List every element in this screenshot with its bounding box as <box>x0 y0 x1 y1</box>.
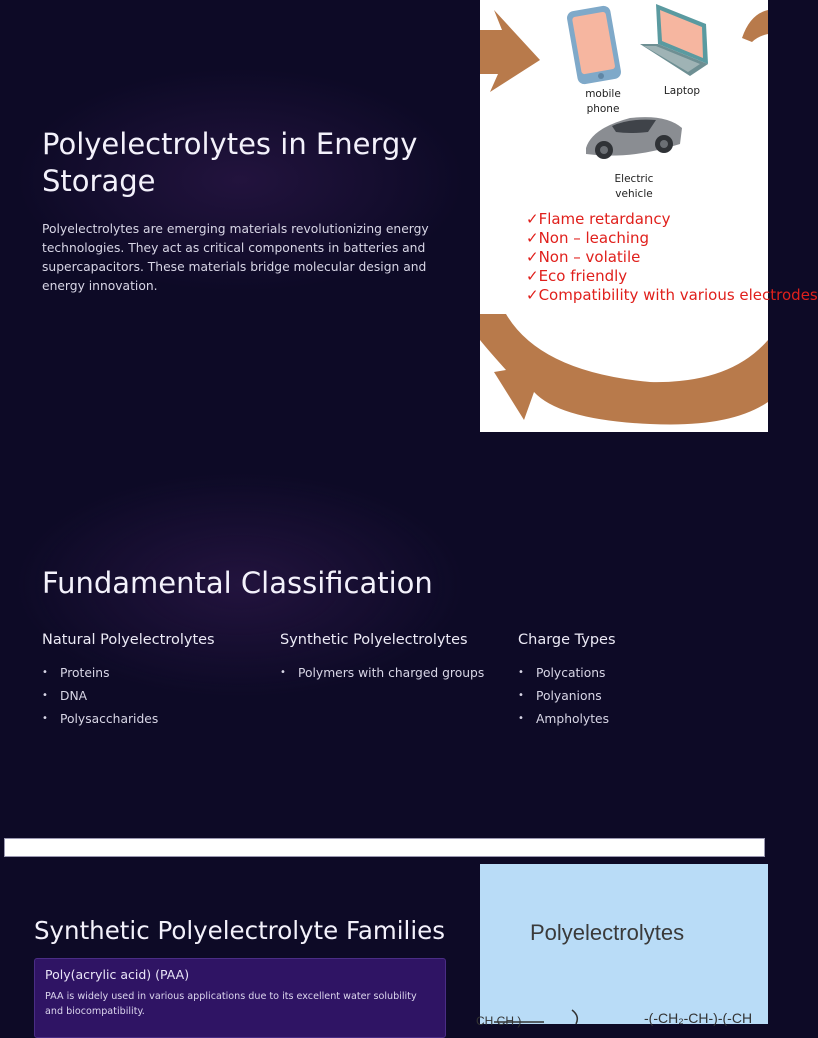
bullet-list <box>518 662 748 731</box>
properties-checklist <box>526 210 818 305</box>
slide-divider-bar <box>4 838 765 857</box>
list-item: • DNA <box>42 685 272 708</box>
polyelectrolytes-image <box>476 864 768 1028</box>
column-synthetic <box>280 632 510 685</box>
bullet-icon: • <box>42 690 48 701</box>
family-card-title: Poly(acrylic acid) (PAA) <box>45 967 190 982</box>
laptop-icon <box>640 4 708 76</box>
formula-fragment-left: CH CH ) <box>476 1014 522 1028</box>
slide-body-text: Polyelectrolytes are emerging materials revolutionizing energy technologies. They act as critical components in batteries and supercapacitors. These materials bridge molecular design and energy innovation. <box>42 222 429 293</box>
checklist-item: ✓Eco friendly <box>526 267 628 285</box>
column-title: Synthetic Polyelectrolytes <box>280 632 468 648</box>
bullet-icon: • <box>280 667 286 678</box>
arrow-bottom <box>480 314 768 425</box>
checklist-item: ✓Non – leaching <box>526 229 650 247</box>
bullet-icon: • <box>518 667 524 678</box>
list-item: • Polysaccharides <box>42 708 272 731</box>
bullet-list <box>280 662 510 685</box>
energy-applications-image <box>480 0 818 432</box>
slide-title: Polyelectrolytes in Energy Storage <box>42 127 418 198</box>
checklist-item: ✓Compatibility with various electrodes <box>526 286 818 304</box>
slide-classification <box>0 432 768 837</box>
bond-line-graphic <box>480 864 768 1024</box>
family-card-paa[interactable] <box>34 958 446 1038</box>
checklist-item: ✓Non – volatile <box>526 248 641 266</box>
bullet-list <box>42 662 272 731</box>
checklist-item: ✓Flame retardancy <box>526 210 671 228</box>
slide-title: Fundamental Classification <box>42 566 433 600</box>
bullet-icon: • <box>42 713 48 724</box>
slide-intro <box>0 0 818 432</box>
formula-fragment-right: -(-CH₂-CH-)-(-CH <box>644 1010 753 1026</box>
slide-synthetic-families <box>0 864 768 1028</box>
list-item: • Proteins <box>42 662 272 685</box>
column-title: Natural Polyelectrolytes <box>42 632 215 648</box>
list-item: • Polycations <box>518 662 748 685</box>
electric-vehicle-label: Electric vehicle <box>614 173 654 200</box>
column-natural <box>42 632 272 731</box>
mobile-phone-label: mobile phone <box>585 88 621 115</box>
family-card-description: PAA is widely used in various applications due to its excellent water solubility and biocompatibility. <box>45 991 417 1017</box>
bullet-icon: • <box>518 713 524 724</box>
bullet-icon: • <box>42 667 48 678</box>
list-item: • Polymers with charged groups <box>280 662 510 685</box>
list-item: • Polyanions <box>518 685 748 708</box>
slide-title: Synthetic Polyelectrolyte Families <box>34 916 445 945</box>
arrow-top-left <box>480 10 540 92</box>
electric-vehicle-icon <box>586 117 682 159</box>
mobile-phone-icon <box>566 5 622 86</box>
image-title: Polyelectrolytes <box>530 920 685 945</box>
column-charge-types <box>518 632 748 731</box>
arrow-top-right <box>742 10 768 42</box>
bullet-icon: • <box>518 690 524 701</box>
list-item: • Ampholytes <box>518 708 748 731</box>
column-title: Charge Types <box>518 632 616 648</box>
laptop-label: Laptop <box>663 85 701 97</box>
